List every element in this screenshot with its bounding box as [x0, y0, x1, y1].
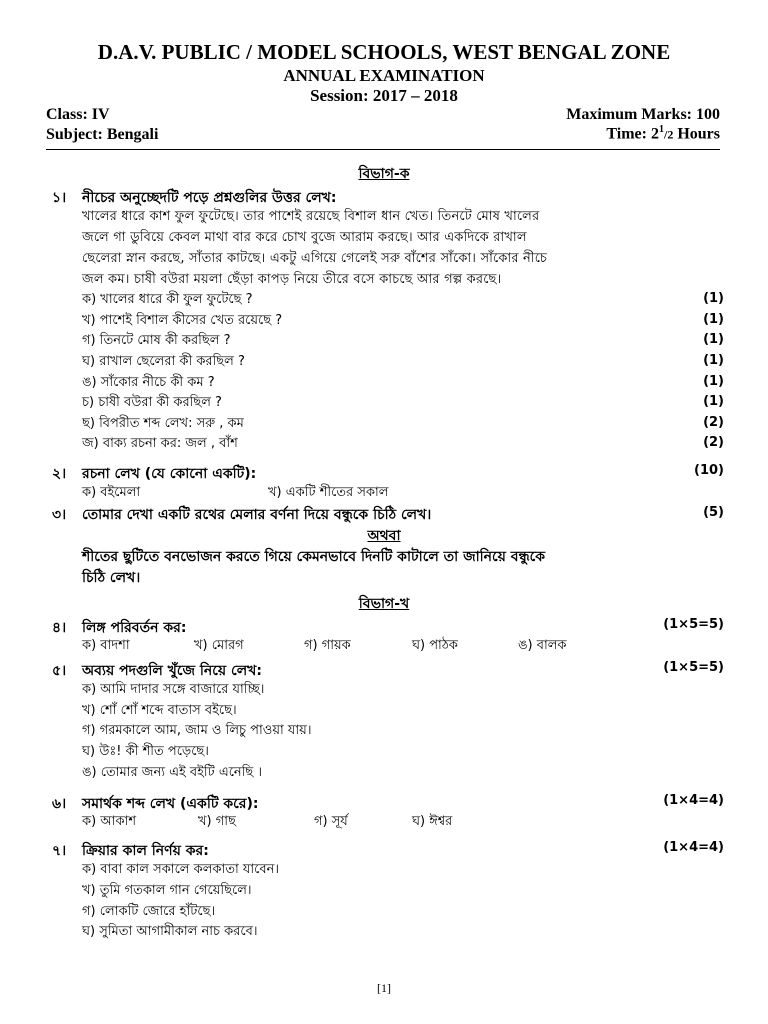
q6-option: গ) সূর্য: [314, 814, 348, 829]
section-b-title: বিভাগ-খ: [358, 596, 410, 612]
q1-number: ১।: [52, 190, 67, 206]
q7-item: গ) লোকটি জোরে হাঁটছে।: [82, 904, 216, 919]
q5-item: ঘ) উঃ! কী শীত পড়েছে।: [82, 744, 209, 759]
q1-item-mark: (1): [703, 312, 724, 327]
q4-option: ঘ) পাঠক: [412, 638, 458, 653]
q1-item: ছ) বিপরীত শব্দ লেখ: সরু , কম: [82, 416, 244, 431]
q6-number: ৬।: [52, 796, 67, 812]
passage-line: জল কম। চাষী বউরা ময়লা ছেঁড়া কাপড় নিয়ে তীরে বসে কাচছে আর গল্প করছে।: [82, 272, 502, 287]
q4-option: ক) বাদশা: [82, 638, 130, 653]
q5-item: গ) গরমকালে আম, জাম ও লিচু পাওয়া যায়।: [82, 723, 312, 738]
time-label: [606, 124, 720, 143]
q6-mark: (1×4=4): [663, 793, 724, 808]
session: Session: 2017 – 2018: [310, 86, 458, 105]
q3-number: ৩।: [52, 507, 67, 523]
passage-line: ছেলেরা স্নান করছে, সাঁতার কাটছে। একটু এগিয়ে গেলেই সরু বাঁশের সাঁকো। সাঁকোর নীচে: [82, 251, 548, 266]
q2-option: ক) বইমেলা: [82, 485, 141, 500]
q7-item: ঘ) সুমিতা আগামীকাল নাচ করবে।: [82, 924, 258, 939]
page-number: [1]: [377, 981, 391, 995]
q2-mark: (10): [694, 463, 724, 478]
time-sup: 1: [658, 124, 664, 135]
q6-option: ক) আকাশ: [82, 814, 137, 829]
q1-item-mark: (1): [703, 374, 724, 389]
q4-mark: (1×5=5): [663, 617, 724, 632]
q3-mark: (5): [703, 505, 724, 520]
q7-text: ক্রিয়ার কাল নির্ণয় কর:: [82, 843, 209, 859]
class-label: Class: IV: [46, 106, 110, 123]
q1-item: ঙ) সাঁকোর নীচে কী কম ?: [82, 375, 215, 390]
q5-item: ঙ) তোমার জন্য এই বইটি এনেছি ।: [82, 765, 263, 780]
q1-item-mark: (1): [703, 291, 724, 306]
q4-option: খ) মোরগ: [194, 638, 244, 653]
q2-number: ২।: [52, 466, 67, 482]
passage-line: জলে গা ডুবিয়ে কেবল মাথা বার করে চোখ বুজে আরাম করছে। আর একদিকে রাখাল: [82, 230, 527, 245]
q4-text: লিঙ্গ পরিবর্তন কর:: [82, 620, 187, 636]
q7-item: খ) তুমি গতকাল গান গেয়েছিলে।: [82, 883, 252, 898]
time-sub: /2: [663, 127, 674, 142]
subject-label: Subject: Bengali: [46, 126, 159, 143]
q4-option: গ) গায়ক: [304, 638, 351, 653]
q5-item: খ) শোঁ শোঁ শব্দে বাতাস বইছে।: [82, 703, 237, 718]
q7-mark: (1×4=4): [663, 840, 724, 855]
header-rule: [46, 149, 720, 150]
q6-option: ঘ) ঈশ্বর: [412, 814, 453, 829]
q1-item-mark: (2): [703, 435, 724, 450]
section-a-title: বিভাগ-ক: [358, 166, 410, 182]
or-label: অথবা: [367, 528, 401, 544]
q2-option: খ) একটি শীতের সকাল: [268, 485, 389, 500]
q6-text: সমার্থক শব্দ লেখ (একটি করে):: [82, 796, 259, 812]
q5-item: ক) আমি দাদার সঙ্গে বাজারে যাচ্ছি।: [82, 682, 265, 697]
q1-item: জ) বাক্য রচনা কর: জল , বাঁশ: [82, 436, 238, 451]
q1-item-mark: (2): [703, 415, 724, 430]
time-suffix: Hours: [673, 125, 720, 143]
q5-text: অব্যয় পদগুলি খুঁজে নিয়ে লেখ:: [82, 663, 262, 679]
q1-item-mark: (1): [703, 394, 724, 409]
q4-option: ঙ) বালক: [518, 638, 567, 653]
q5-mark: (1×5=5): [663, 660, 724, 675]
q1-text: নীচের অনুচ্ছেদটি পড়ে প্রশ্নগুলির উত্তর লেখ:: [82, 190, 337, 206]
passage-line: খালের ধারে কাশ ফুল ফুটেছে। তার পাশেই রয়েছে বিশাল ধান খেত। তিনটে মোষ খালের: [82, 209, 540, 224]
q4-number: ৪।: [52, 620, 67, 636]
q3-text: তোমার দেখা একটি রথের মেলার বর্ণনা দিয়ে বন্ধুকে চিঠি লেখ।: [82, 507, 432, 523]
exam-title: ANNUAL EXAMINATION: [283, 66, 485, 85]
q1-item-mark: (1): [703, 353, 724, 368]
q3-alt-line: শীতের ছুটিতে বনভোজন করতে গিয়ে কেমনভাবে দিনটি কাটালে তা জানিয়ে বন্ধুকে: [82, 549, 546, 565]
q1-item-mark: (1): [703, 332, 724, 347]
q1-item: ঘ) রাখাল ছেলেরা কী করছিল ?: [82, 354, 245, 369]
q1-item: ক) খালের ধারে কী ফুল ফুটেছে ?: [82, 292, 253, 307]
q7-item: ক) বাবা কাল সকালে কলকাতা যাবেন।: [82, 862, 280, 877]
q1-item: খ) পাশেই বিশাল কীসের খেত রয়েছে ?: [82, 313, 283, 328]
school-name: D.A.V. PUBLIC / MODEL SCHOOLS, WEST BENGAL ZONE: [97, 40, 671, 64]
time-prefix: Time: 2: [606, 125, 659, 143]
q1-item: গ) তিনটে মোষ কী করছিল ?: [82, 333, 231, 348]
q7-number: ৭।: [52, 843, 67, 859]
q1-item: চ) চাষী বউরা কী করছিল ?: [82, 395, 222, 410]
q6-option: খ) গাছ: [198, 814, 236, 829]
q2-text: রচনা লেখ (যে কোনো একটি):: [82, 466, 257, 482]
q3-alt-line: চিঠি লেখ।: [82, 570, 141, 586]
max-marks: Maximum Marks: 100: [566, 106, 720, 123]
q5-number: ৫।: [52, 663, 67, 679]
